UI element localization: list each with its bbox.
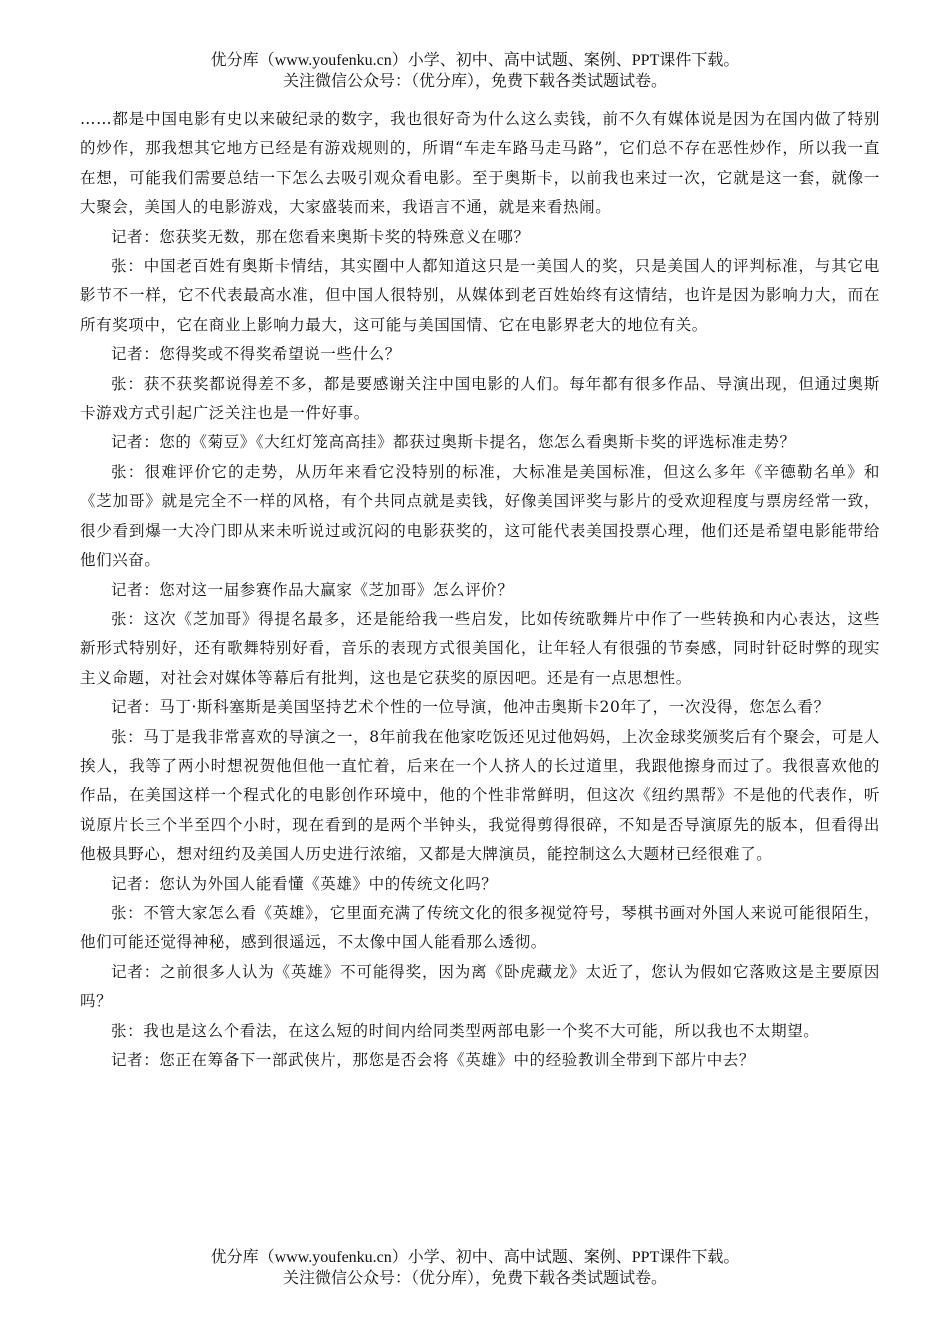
paragraph: 记者：之前很多人认为《英雄》不可能得奖，因为离《卧虎藏龙》太近了，您认为假如它落败这是主要原因吗？ [80,962,880,1011]
paragraph: 张：中国老百姓有奥斯卡情结，其实圈中人都知道这只是一美国人的奖，只是美国人的评判标准，与其它电影节不一样，它不代表最高水准，但中国人很特别，从媒体到老百姓始终有这情结，也许是因为影响力大，而在所有奖项中，它在商业上影响力最大，这可能与美国国情、它在电影界老大的地位有关。 [80,257,880,334]
paragraph: 记者：您获奖无数，那在您看来奥斯卡奖的特殊意义在哪？ [111,227,530,246]
paragraph: 记者：您的《菊豆》《大红灯笼高高挂》都获过奥斯卡提名，您怎么看奥斯卡奖的评选标准走势？ [111,433,796,452]
header-line-2: 关注微信公众号：（优分库），免费下载各类试题试卷。 [282,73,667,90]
paragraph: 张：马丁是我非常喜欢的导演之一，8年前我在他家吃饭还见过他妈妈，上次金球奖颁奖后有个聚会，可是人挨人，我等了两小时想祝贺他但他一直忙着，后来在一个人挤人的长过道里，我跟他擦身而过了。我很喜欢他的作品，在美国这样一个程式化的电影创作环境中，他的个性非常鲜明，但这次《纽约黑帮》不是他的代表作，听说原片长三个半至四个小时，现在看到的是两个半钟头，我觉得剪得很碎，不知是否导演原先的版本，但看得出他极具野心，想对纽约及美国人历史进行浓缩，又都是大牌演员，能控制这么大题材已经很难了。 [80,727,880,864]
header-banner [0,50,950,92]
paragraph: 记者：您认为外国人能看懂《英雄》中的传统文化吗？ [111,874,498,893]
paragraph: 记者：您正在筹备下一部武侠片，那您是否会将《英雄》中的经验教训全带到下部片中去？ [111,1051,756,1069]
paragraph: 张：这次《芝加哥》得提名最多，还是能给我一些启发，比如传统歌舞片中作了一些转换和内心表达，这些新形式特别好，还有歌舞特别好看，音乐的表现方式很美国化，让年轻人有很强的节奏感，同时针砭时弊的现实主义命题，对社会对媒体等幕后有批判，这也是它获奖的原因吧。还是有一点思想性。 [80,609,880,687]
footer-line-2: 关注微信公众号：（优分库），免费下载各类试题试卷。 [282,1270,667,1287]
paragraph: 张：获不获奖都说得差不多，都是要感谢关注中国电影的人们。每年都有很多作品、导演出现，但通过奥斯卡游戏方式引起广泛关注也是一件好事。 [80,374,880,423]
paragraph: 张：不管大家怎么看《英雄》，它里面充满了传统文化的很多视觉符号，琴棋书画对外国人来说可能很陌生，他们可能还觉得神秘，感到很遥远，不太像中国人能看那么透彻。 [80,903,880,952]
paragraph: 记者：您对这一届参赛作品大赢家《芝加哥》怎么评价？ [111,580,514,599]
paragraph: 记者：您得奖或不得奖希望说一些什么？ [111,345,401,364]
paragraph: 记者：马丁·斯科塞斯是美国坚持艺术个性的一位导演，他冲击奥斯卡20年了，一次没得，您怎么看？ [111,698,830,717]
paragraph: 张：我也是这么个看法，在这么短的时间内给同类型两部电影一个奖不大可能，所以我也不太期望。 [111,1021,820,1040]
article-body [80,105,880,1075]
footer-banner [0,1247,950,1289]
footer-line-1: 优分库（www.youfenku.cn）小学、初中、高中试题、案例、PPT课件下载。 [210,1249,740,1266]
paragraph: ……都是中国电影有史以来破纪录的数字，我也很好奇为什么这么卖钱，前不久有媒体说是因为在国内做了特别的炒作，那我想其它地方已经是有游戏规则的，所谓“车走车路马走马路”，它们总不存在恶性炒作，所以我一直在想，可能我们需要总结一下怎么去吸引观众看电影。至于奥斯卡，以前我也来过一次，它就是这一套，就像一大聚会，美国人的电影游戏，大家盛装而来，我语言不通，就是来看热闹。 [80,110,880,217]
header-line-1: 优分库（www.youfenku.cn）小学、初中、高中试题、案例、PPT课件下载。 [210,52,740,69]
paragraph: 张：很难评价它的走势，从历年来看它没特别的标准，大标准是美国标准，但这么多年《辛德勒名单》和《芝加哥》就是完全不一样的风格，有个共同点就是卖钱，好像美国评奖与影片的受欢迎程度与票房经常一致，很少看到爆一大冷门即从来未听说过或沉闷的电影获奖的，这可能代表美国投票心理，他们还是希望电影能带给他们兴奋。 [80,462,880,570]
